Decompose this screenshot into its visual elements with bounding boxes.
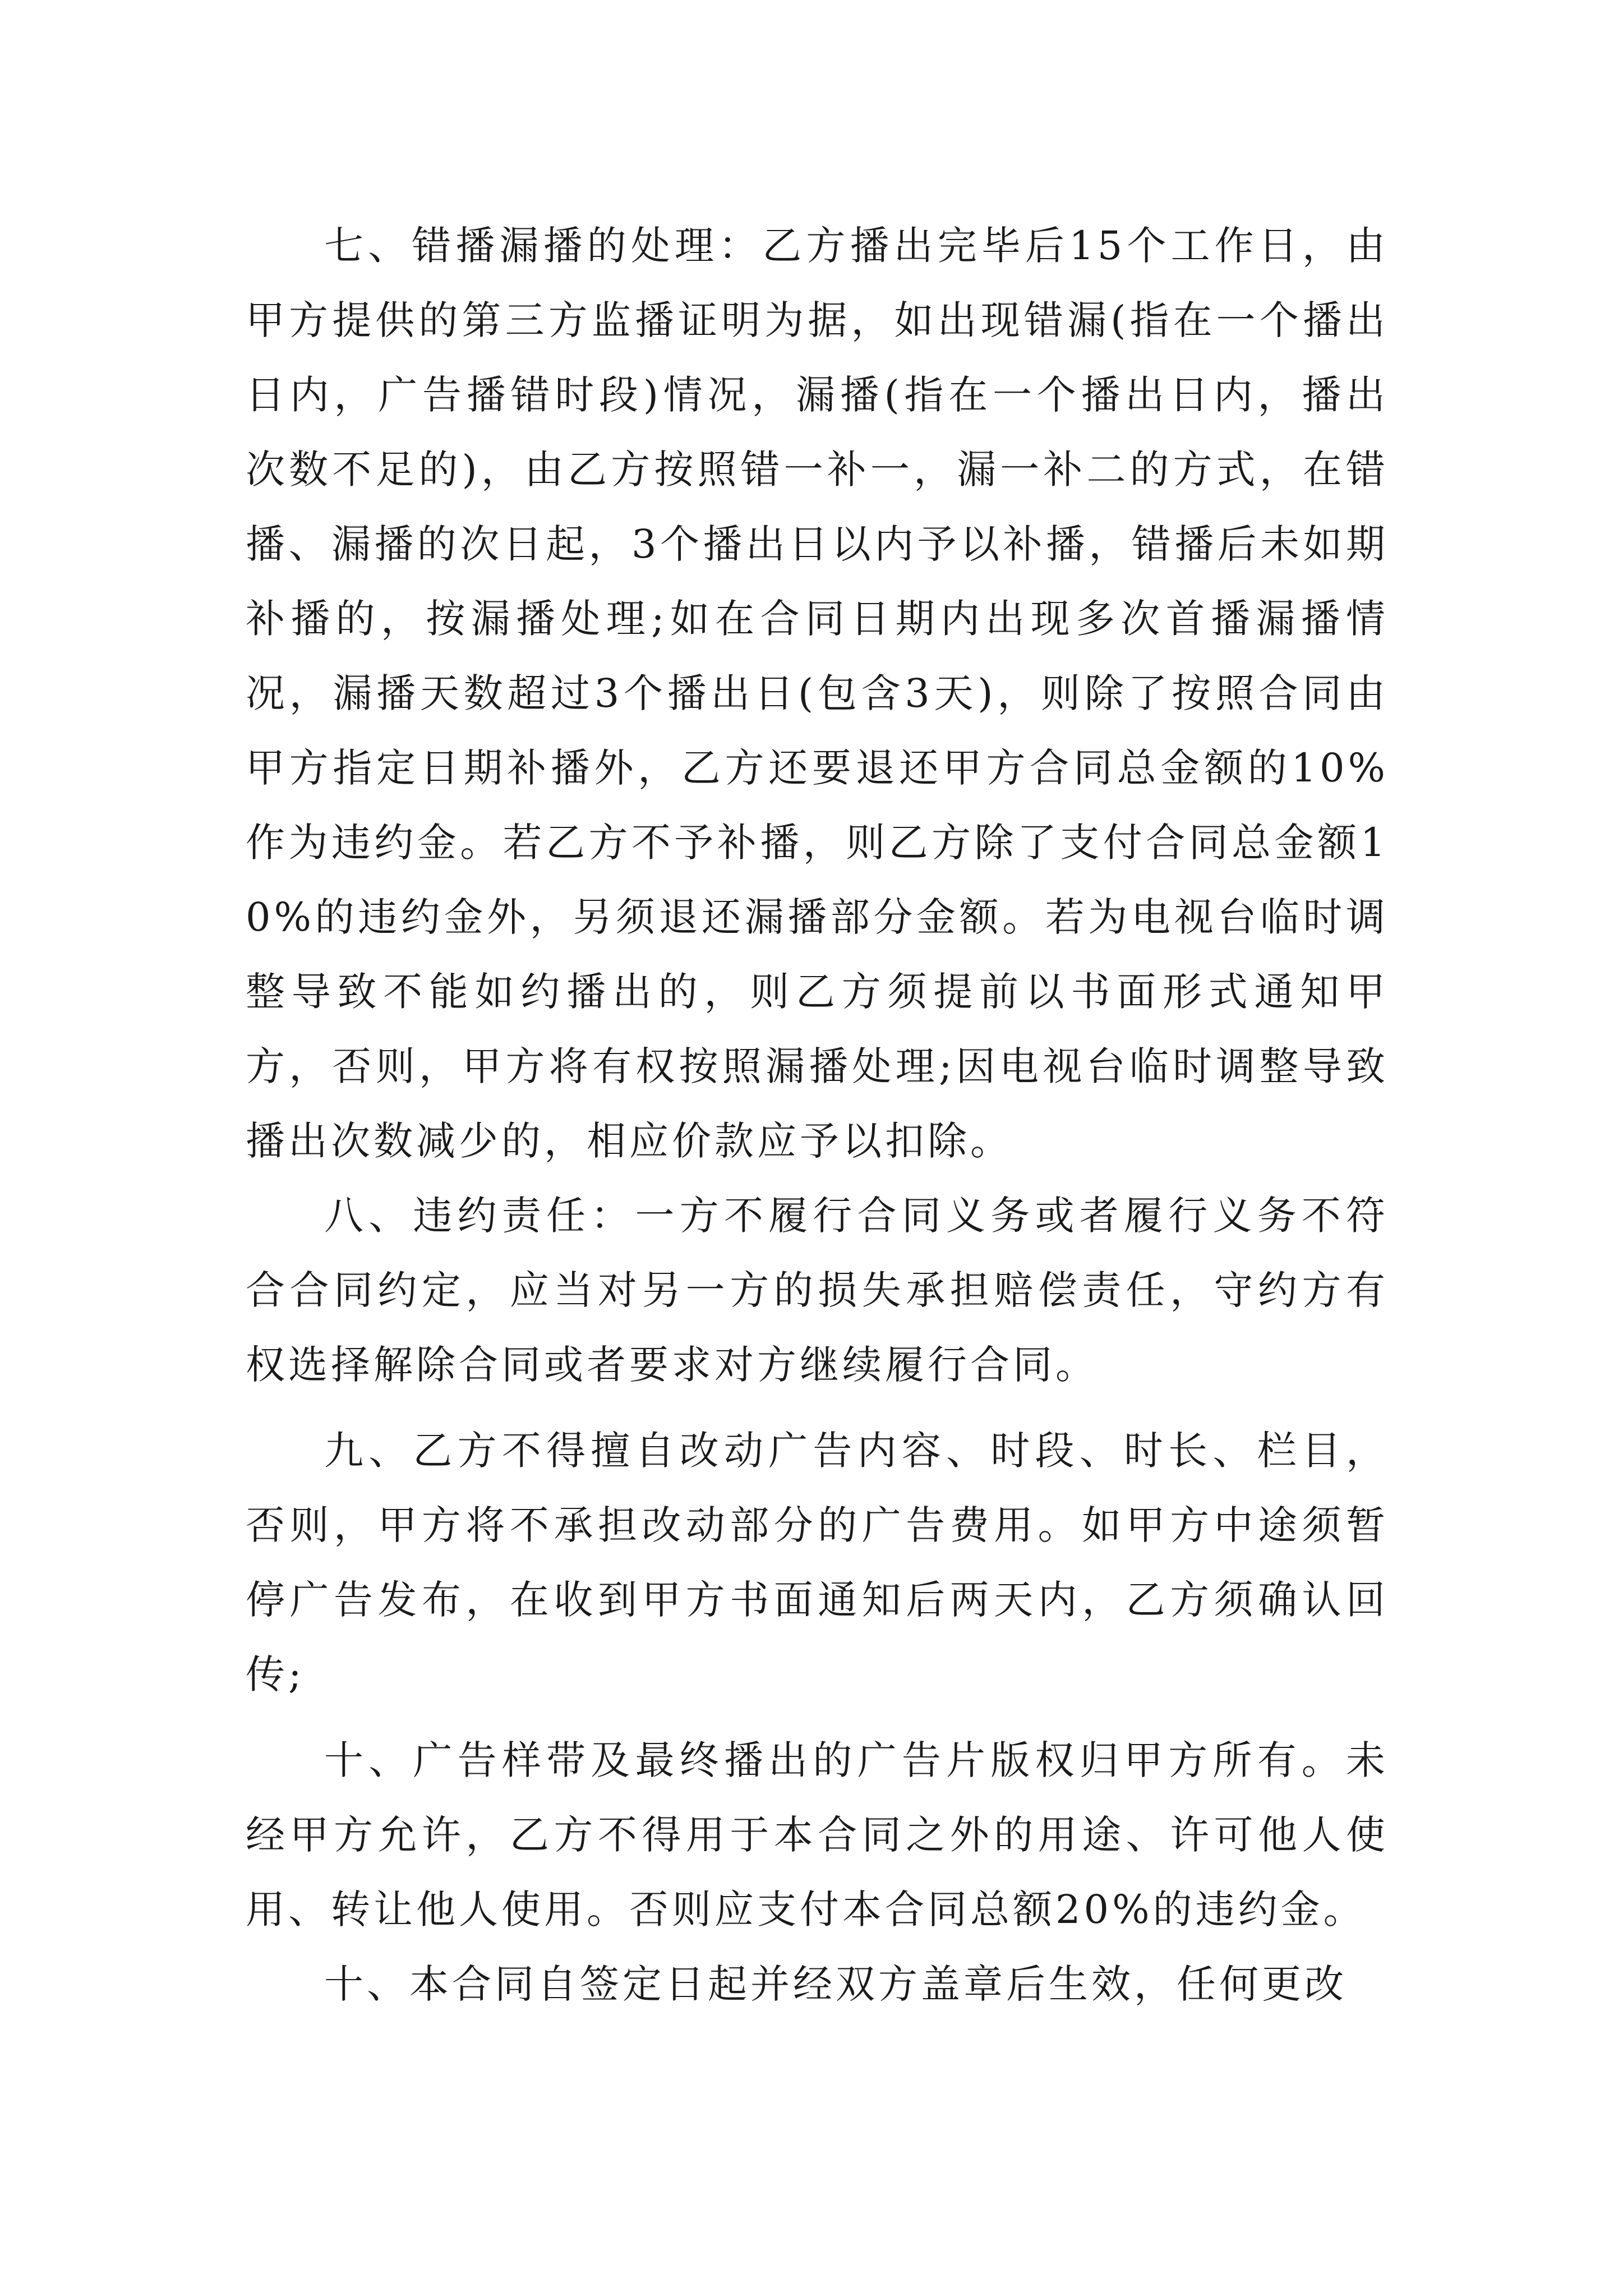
document-body bbox=[246, 209, 1389, 2022]
paragraph-breach-liability: 八、违约责任：一方不履行合同义务或者履行义务不符合合同约定，应当对另一方的损失承担赔偿责任，守约方有权选择解除合同或者要求对方继续履行合同。 bbox=[246, 1193, 1389, 1388]
paragraph-misbroadcast-handling: 七、错播漏播的处理：乙方播出完毕后15个工作日，由甲方提供的第三方监播证明为据，如出现错漏(指在一个播出日内，广告播错时段)情况，漏播(指在一个播出日内，播出次数不足的)，由乙方按照错一补一，漏一补二的方式，在错播、漏播的次日起，3个播出日以内予以补播，错播后未如期补播的，按漏播处理;如在合同日期内出现多次首播漏播情况，漏播天数超过3个播出日(包含3天)，则除了按照合同由甲方指定日期补播外，乙方还要退还甲方合同总金额的10%作为违约金。若乙方不予补播，则乙方除了支付合同总金额10%的违约金外，另须退还漏播部分金额。若为电视台临时调整导致不能如约播出的，则乙方须提前以书面形式通知甲方，否则，甲方将有权按照漏播处理;因电视台临时调整导致播出次数减少的，相应价款应予以扣除。 bbox=[246, 223, 1389, 1164]
paragraph-effective-date: 十、本合同自签定日起并经双方盖章后生效，任何更改 bbox=[324, 1961, 1347, 2007]
paragraph-ad-content-changes: 九、乙方不得擅自改动广告内容、时段、时长、栏目，否则，甲方将不承担改动部分的广告费用。如甲方中途须暂停广告发布，在收到甲方书面通知后两天内，乙方须确认回传; bbox=[246, 1428, 1389, 1697]
paragraph-copyright: 十、广告样带及最终播出的广告片版权归甲方所有。未经甲方允许，乙方不得用于本合同之外的用途、许可他人使用、转让他人使用。否则应支付本合同总额20%的违约金。 bbox=[246, 1737, 1389, 1932]
